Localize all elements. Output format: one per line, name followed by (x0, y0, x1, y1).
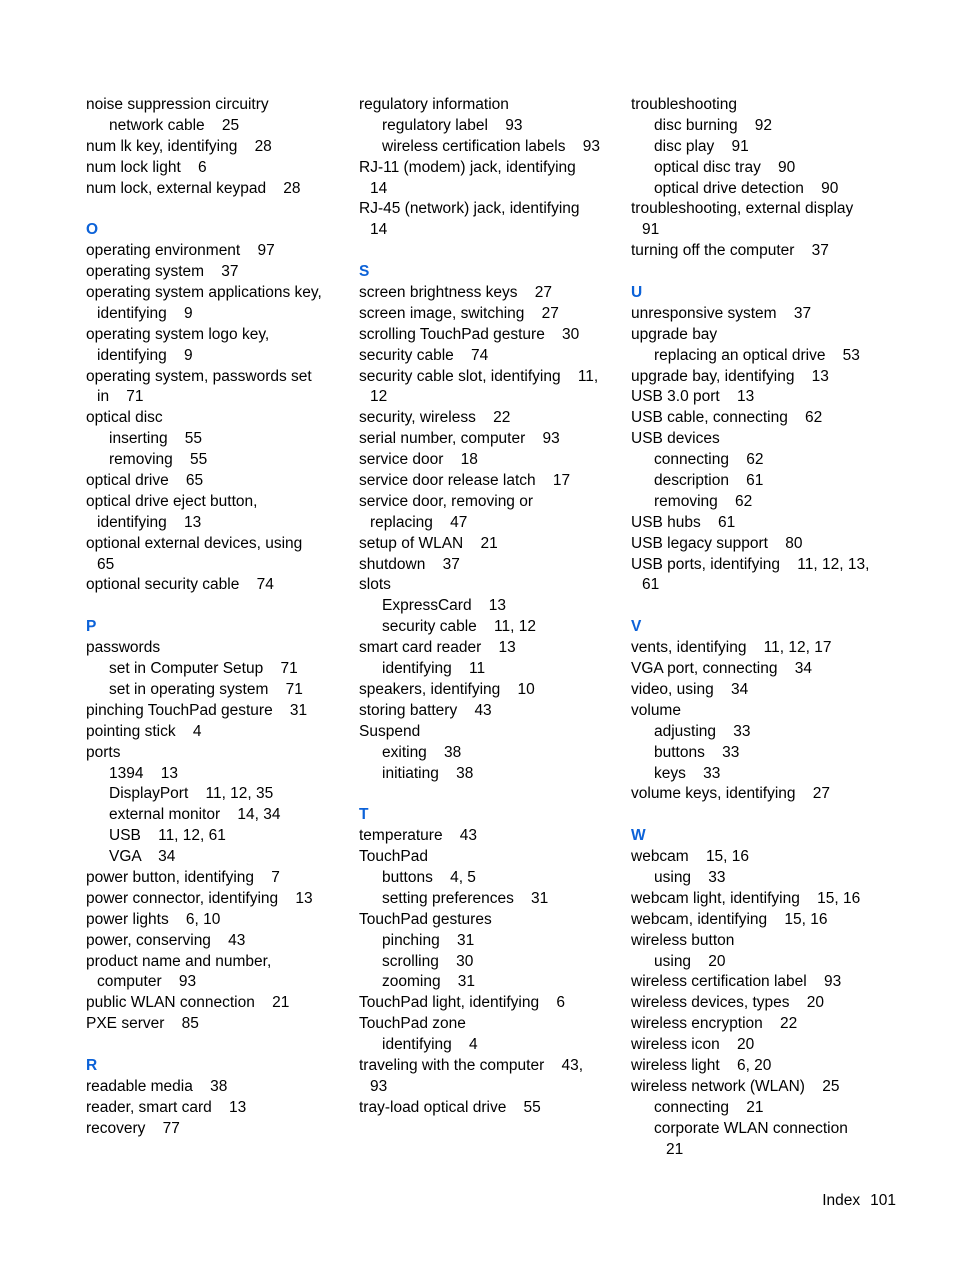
index-subentry: exiting 38 (382, 743, 462, 761)
index-entry: readable media 38 (86, 1077, 228, 1095)
section-letter: O (86, 221, 99, 239)
index-continuation: in 71 (97, 388, 144, 406)
index-subentry: using 20 (654, 952, 726, 970)
index-entry: setup of WLAN 21 (359, 534, 498, 552)
index-subentry: 1394 13 (109, 764, 178, 782)
index-entry: volume keys, identifying 27 (631, 785, 831, 803)
index-subentry: description 61 (654, 472, 764, 490)
index-entry: turning off the computer 37 (631, 242, 829, 260)
section-letter: V (631, 618, 642, 636)
index-subentry: regulatory label 93 (382, 116, 523, 134)
section-gap (631, 596, 893, 617)
index-entry: webcam 15, 16 (631, 848, 750, 866)
index-entry: USB cable, connecting 62 (631, 409, 823, 427)
index-entry: tray-load optical drive 55 (359, 1098, 541, 1116)
index-continuation: 21 (666, 1140, 684, 1158)
index-entry: security, wireless 22 (359, 409, 511, 427)
index-entry: webcam, identifying 15, 16 (631, 910, 828, 928)
index-entry: storing battery 43 (359, 701, 492, 719)
index-continuation: identifying 13 (97, 513, 202, 531)
index-subentry: buttons 4, 5 (382, 868, 476, 886)
index-entry: slots (359, 576, 391, 594)
index-entry: troubleshooting (631, 96, 737, 113)
index-subentry: removing 55 (109, 451, 208, 469)
index-entry: power lights 6, 10 (86, 910, 221, 928)
index-entry: USB hubs 61 (631, 513, 736, 531)
index-entry: webcam light, identifying 15, 16 (631, 889, 861, 907)
index-entry: serial number, computer 93 (359, 430, 560, 448)
index-entry: power connector, identifying 13 (86, 889, 313, 907)
index-entry: optional security cable 74 (86, 576, 274, 594)
page-number: 101 (870, 1192, 896, 1209)
index-entry: service door, removing or (359, 492, 534, 510)
index-subentry: optical drive detection 90 (654, 179, 839, 197)
index-entry: power button, identifying 7 (86, 868, 280, 886)
index-subentry: scrolling 30 (382, 952, 474, 970)
index-entry: wireless light 6, 20 (631, 1056, 772, 1074)
index-entry: screen brightness keys 27 (359, 284, 552, 302)
index-subentry: inserting 55 (109, 430, 203, 448)
index-entry: security cable slot, identifying 11, (359, 367, 599, 385)
index-entry: scrolling TouchPad gesture 30 (359, 325, 580, 343)
index-entry: wireless icon 20 (631, 1036, 755, 1054)
index-entry: upgrade bay, identifying 13 (631, 367, 829, 385)
index-continuation: 14 (370, 221, 388, 239)
index-entry: pinching TouchPad gesture 31 (86, 701, 308, 719)
section-gap (631, 262, 893, 283)
index-continuation: identifying 9 (97, 304, 193, 322)
index-entry: unresponsive system 37 (631, 304, 812, 322)
section-letter: W (631, 827, 646, 845)
index-entry: VGA port, connecting 34 (631, 660, 812, 678)
section-letter: R (86, 1056, 98, 1074)
index-subentry: set in Computer Setup 71 (109, 660, 298, 678)
index-entry: USB legacy support 80 (631, 534, 803, 552)
index-entry: regulatory information (359, 96, 509, 113)
page-footer (822, 1191, 896, 1211)
index-entry: vents, identifying 11, 12, 17 (631, 639, 832, 657)
index-column-2 (359, 95, 621, 1119)
index-continuation: replacing 47 (370, 513, 468, 531)
index-column-3 (631, 95, 893, 1160)
index-continuation: 61 (642, 576, 660, 594)
index-continuation: 93 (370, 1077, 388, 1095)
index-continuation: 14 (370, 179, 388, 197)
index-entry: screen image, switching 27 (359, 304, 559, 322)
index-subentry: adjusting 33 (654, 722, 751, 740)
index-column-1 (86, 95, 348, 1140)
index-entry: product name and number, (86, 952, 272, 970)
index-entry: num lock light 6 (86, 158, 207, 176)
section-letter: P (86, 618, 97, 636)
index-entry: operating system 37 (86, 263, 239, 281)
index-entry: optional external devices, using (86, 534, 303, 552)
index-subentry: using 33 (654, 868, 726, 886)
index-entry: noise suppression circuitry (86, 96, 269, 113)
index-entry: troubleshooting, external display (631, 200, 854, 218)
index-entry: operating system, passwords set (86, 367, 312, 385)
index-subentry: disc play 91 (654, 137, 749, 155)
index-subentry: VGA 34 (109, 848, 176, 866)
index-continuation: 12 (370, 388, 388, 406)
index-subentry: ExpressCard 13 (382, 597, 507, 615)
index-subentry: replacing an optical drive 53 (654, 346, 860, 364)
index-entry: smart card reader 13 (359, 639, 516, 657)
index-continuation: identifying 9 (97, 346, 193, 364)
section-gap (86, 1035, 348, 1056)
index-subentry: removing 62 (654, 492, 753, 510)
index-entry: temperature 43 (359, 827, 478, 845)
index-subentry: connecting 62 (654, 451, 764, 469)
index-entry: power, conserving 43 (86, 931, 246, 949)
index-entry: shutdown 37 (359, 555, 460, 573)
index-entry: PXE server 85 (86, 1015, 199, 1033)
index-continuation: 91 (642, 221, 660, 239)
index-entry: optical drive 65 (86, 472, 204, 490)
index-subentry: keys 33 (654, 764, 721, 782)
index-subentry: initiating 38 (382, 764, 474, 782)
index-entry: num lk key, identifying 28 (86, 137, 272, 155)
index-continuation: 65 (97, 555, 115, 573)
section-letter: T (359, 806, 369, 824)
index-entry: RJ-11 (modem) jack, identifying (359, 158, 576, 176)
index-entry: USB 3.0 port 13 (631, 388, 755, 406)
index-entry: public WLAN connection 21 (86, 994, 290, 1012)
index-subentry: setting preferences 31 (382, 889, 549, 907)
section-gap (631, 805, 893, 826)
index-entry: TouchPad gestures (359, 910, 492, 928)
index-entry: TouchPad (359, 848, 428, 866)
section-letter: S (359, 263, 370, 281)
index-entry: speakers, identifying 10 (359, 680, 535, 698)
index-subentry: buttons 33 (654, 743, 740, 761)
index-continuation: computer 93 (97, 973, 197, 991)
index-subentry: disc burning 92 (654, 116, 773, 134)
index-entry: passwords (86, 639, 161, 657)
index-subentry: identifying 4 (382, 1036, 478, 1054)
index-subentry: corporate WLAN connection (654, 1119, 848, 1137)
section-gap (86, 199, 348, 220)
index-entry: operating environment 97 (86, 242, 275, 260)
index-entry: video, using 34 (631, 680, 749, 698)
index-entry: reader, smart card 13 (86, 1098, 247, 1116)
index-entry: security cable 74 (359, 346, 489, 364)
index-subentry: zooming 31 (382, 973, 476, 991)
section-gap (359, 784, 621, 805)
index-entry: num lock, external keypad 28 (86, 179, 301, 197)
index-subentry: wireless certification labels 93 (382, 137, 600, 155)
index-entry: USB devices (631, 430, 720, 448)
index-entry: recovery 77 (86, 1119, 180, 1137)
section-gap (86, 596, 348, 617)
index-entry: optical drive eject button, (86, 492, 258, 510)
index-subentry: security cable 11, 12 (382, 618, 536, 636)
index-subentry: external monitor 14, 34 (109, 806, 281, 824)
index-entry: TouchPad light, identifying 6 (359, 994, 565, 1012)
index-subentry: DisplayPort 11, 12, 35 (109, 785, 274, 803)
index-entry: operating system applications key, (86, 284, 322, 302)
index-entry: wireless button (631, 931, 735, 949)
index-entry: pointing stick 4 (86, 722, 202, 740)
footer-label: Index (822, 1192, 861, 1209)
index-subentry: USB 11, 12, 61 (109, 827, 226, 845)
index-entry: TouchPad zone (359, 1015, 466, 1033)
index-entry: volume (631, 701, 681, 719)
index-subentry: optical disc tray 90 (654, 158, 796, 176)
index-entry: wireless devices, types 20 (631, 994, 824, 1012)
index-subentry: set in operating system 71 (109, 680, 303, 698)
index-subentry: identifying 11 (382, 660, 486, 678)
index-entry: wireless certification label 93 (631, 973, 842, 991)
index-subentry: network cable 25 (109, 116, 240, 134)
index-entry: wireless encryption 22 (631, 1015, 798, 1033)
index-entry: RJ-45 (network) jack, identifying (359, 200, 580, 218)
index-entry: USB ports, identifying 11, 12, 13, (631, 555, 870, 573)
index-entry: wireless network (WLAN) 25 (631, 1077, 840, 1095)
index-subentry: connecting 21 (654, 1098, 764, 1116)
section-gap (359, 241, 621, 262)
index-entry: upgrade bay (631, 325, 718, 343)
index-entry: Suspend (359, 722, 421, 740)
index-entry: traveling with the computer 43, (359, 1056, 584, 1074)
index-subentry: pinching 31 (382, 931, 475, 949)
index-entry: service door 18 (359, 451, 478, 469)
index-entry: optical disc (86, 409, 163, 427)
index-entry: ports (86, 743, 121, 761)
index-entry: service door release latch 17 (359, 472, 571, 490)
index-entry: operating system logo key, (86, 325, 270, 343)
section-letter: U (631, 284, 643, 302)
